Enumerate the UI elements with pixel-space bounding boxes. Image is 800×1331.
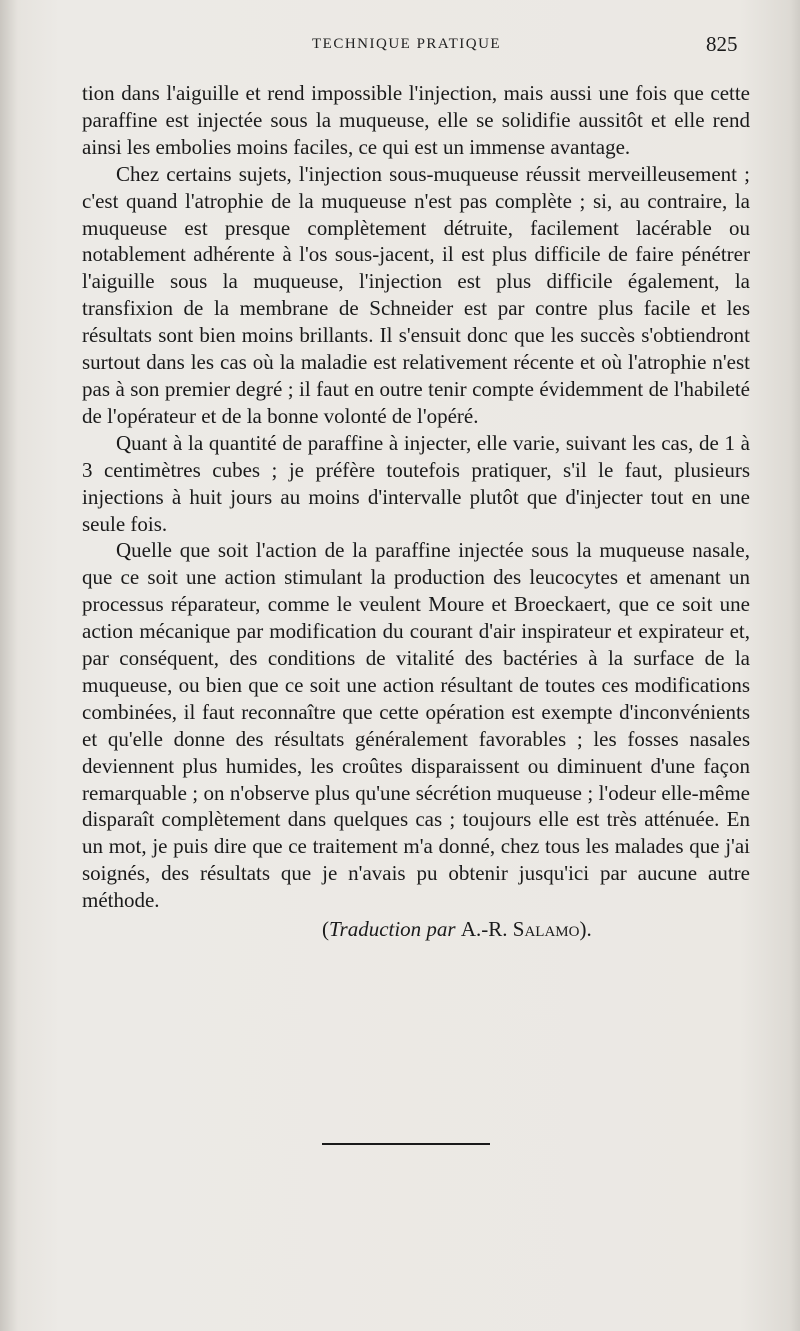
paragraph-conclusion: Quelle que soit l'action de la paraffine injectée sous la muqueuse nasale, que ce soit une action stimulant la production des leucocytes et amenant un processus réparateur, comme le veulent Moure et Broeckaert, que ce soit une action mécanique par modification du courant d'air inspirateur et expirateur et, par conséquent, des conditions de vitalité des bactéries à la surface de la muqueuse, ou bien que ce soit une action résultant de toutes ces modifications combinées, il faut reconnaître que cette opération est exempte d'inconvénients et qu'elle donne des résultats généralement favorables ; les fosses nasales deviennent plus humides, les croûtes disparaissent ou diminuent d'une façon remarquable ; on n'observe plus qu'une sécrétion muqueuse ; l'odeur elle-même disparaît complètement dans quelques cas ; toujours elle est très atténuée. En un mot, je puis dire que ce traitement m'a donné, chez tous les malades que j'ai soignés, des résultats que je n'avais pu obtenir jusqu'ici par aucune autre méthode.	[82, 538, 750, 913]
attribution-close-paren: ).	[579, 917, 592, 942]
paragraph-continuation: tion dans l'aiguille et rend impossible l'injection, mais aussi une fois que cette paraffine est injectée sous la muqueuse, elle se solidifie aussitôt et elle rend ainsi les embolies moins faciles, ce qui est un immense avantage.	[82, 81, 750, 159]
translator-name: A.-R. Salamo	[460, 917, 580, 942]
paragraph-submucous-injection: Chez certains sujets, l'injection sous-muqueuse réussit merveilleusement ; c'est quand l'atrophie de la muqueuse n'est pas complète ; si, au contraire, la muqueuse est presque complètement détruite, facilement lacérable ou notablement adhérente à l'os sous-jacent, il est plus difficile de faire pénétrer l'aiguille sous la muqueuse, l'injection est plus difficile également, la transfixion de la membrane de Schneider est par contre plus facile et les résultats sont bien moins brillants. Il s'ensuit donc que les succès s'obtiendront surtout dans les cas où la maladie est relativement récente et où l'atrophie n'est pas à son premier degré ; il faut en outre tenir compte évidemment de l'habileté de l'opérateur et de la bonne volonté de l'opéré.	[82, 161, 750, 428]
body-text	[82, 80, 750, 944]
page-number: 825	[706, 32, 738, 56]
paragraph-paraffin-quantity: Quant à la quantité de paraffine à injecter, elle varie, suivant les cas, de 1 à 3 centimètres cubes ; je préfère toutefois pratiquer, s'il le faut, plusieurs injections à huit jours au moins d'intervalle plutôt que d'injecter tout en une seule fois.	[82, 430, 750, 536]
translation-attribution	[82, 914, 750, 944]
running-title: TECHNIQUE PRATIQUE	[312, 36, 502, 52]
page-header	[0, 30, 800, 60]
attribution-label: Traduction par	[329, 917, 456, 942]
section-end-rule	[322, 1143, 490, 1145]
attribution-open-paren: (	[322, 917, 329, 942]
